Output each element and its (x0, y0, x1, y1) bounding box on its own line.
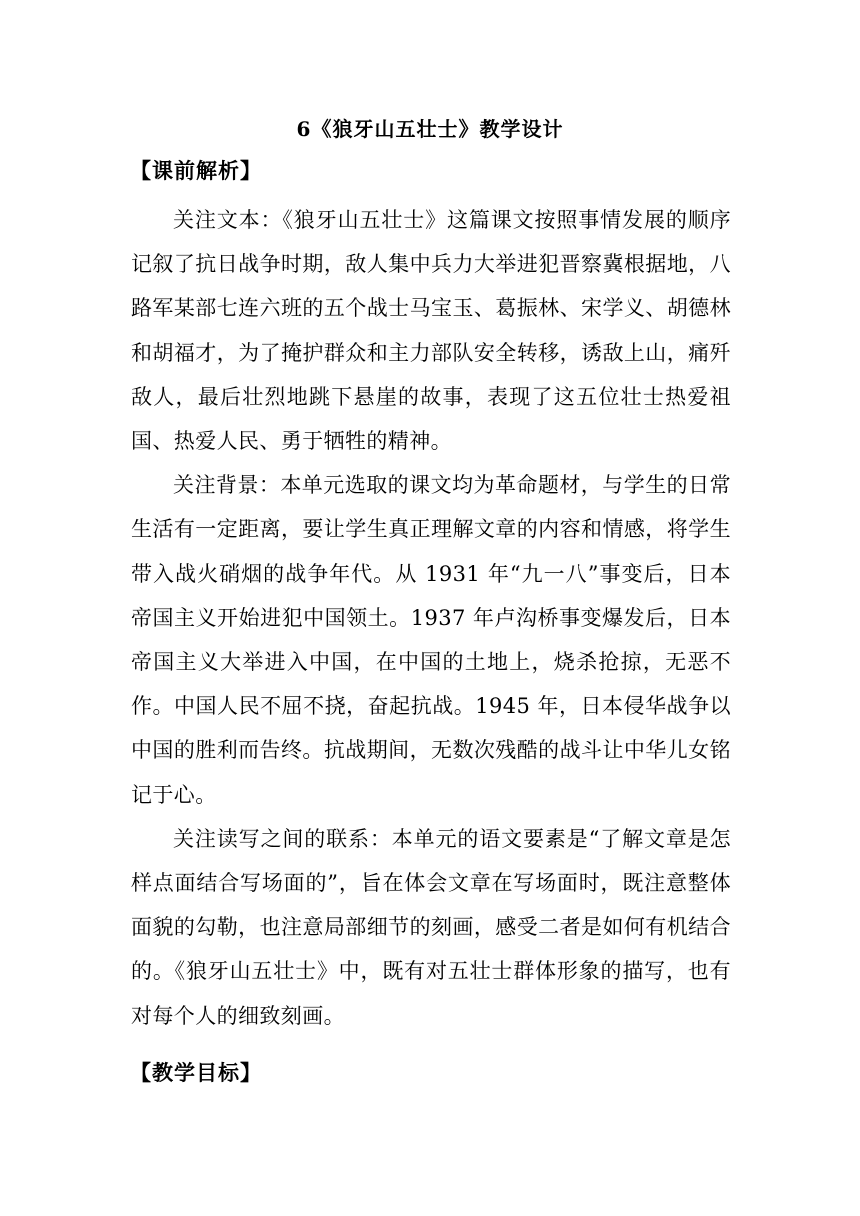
paragraph-focus-background: 关注背景：本单元选取的课文均为革命题材，与学生的日常生活有一定距离，要让学生真正理解文章的内容和情感，将学生带入战火硝烟的战争年代。从 1931 年“九一八”事变后，日本帝国主义开始进犯中国领土。1937 年卢沟桥事变爆发后，日本帝国主义大举进入中国，在中国的土地上，烧杀抢掠，无恶不作。中国人民不屈不挠，奋起抗战。1945 年，日本侵华战争以中国的胜利而告终。抗战期间，无数次残酷的战斗让中华儿女铭记于心。 (131, 473, 731, 807)
document-title: 6《狼牙山五壮士》教学设计 (296, 117, 564, 141)
section-heading-teaching-objectives: 【教学目标】 (130, 1060, 262, 1085)
section-heading-pre-class-analysis: 【课前解析】 (130, 158, 262, 183)
section-body-pre-class-analysis (131, 198, 731, 1038)
paragraph-focus-reading-writing: 关注读写之间的联系：本单元的语文要素是“了解文章是怎样点面结合写场面的”，旨在体会文章在写场面时，既注意整体面貌的勾勒，也注意局部细节的刻画，感受二者是如何有机结合的。《狼牙山五壮士》中，既有对五壮士群体形象的描写，也有对每个人的细致刻画。 (131, 826, 731, 1028)
paragraph-focus-text: 关注文本：《狼牙山五壮士》这篇课文按照事情发展的顺序记叙了抗日战争时期，敌人集中兵力大举进犯晋察冀根据地，八路军某部七连六班的五个战士马宝玉、葛振林、宋学义、胡德林和胡福才，为了掩护群众和主力部队安全转移，诱敌上山，痛歼敌人，最后壮烈地跳下悬崖的故事，表现了这五位壮士热爱祖国、热爱人民、勇于牺牲的精神。 (131, 208, 731, 454)
